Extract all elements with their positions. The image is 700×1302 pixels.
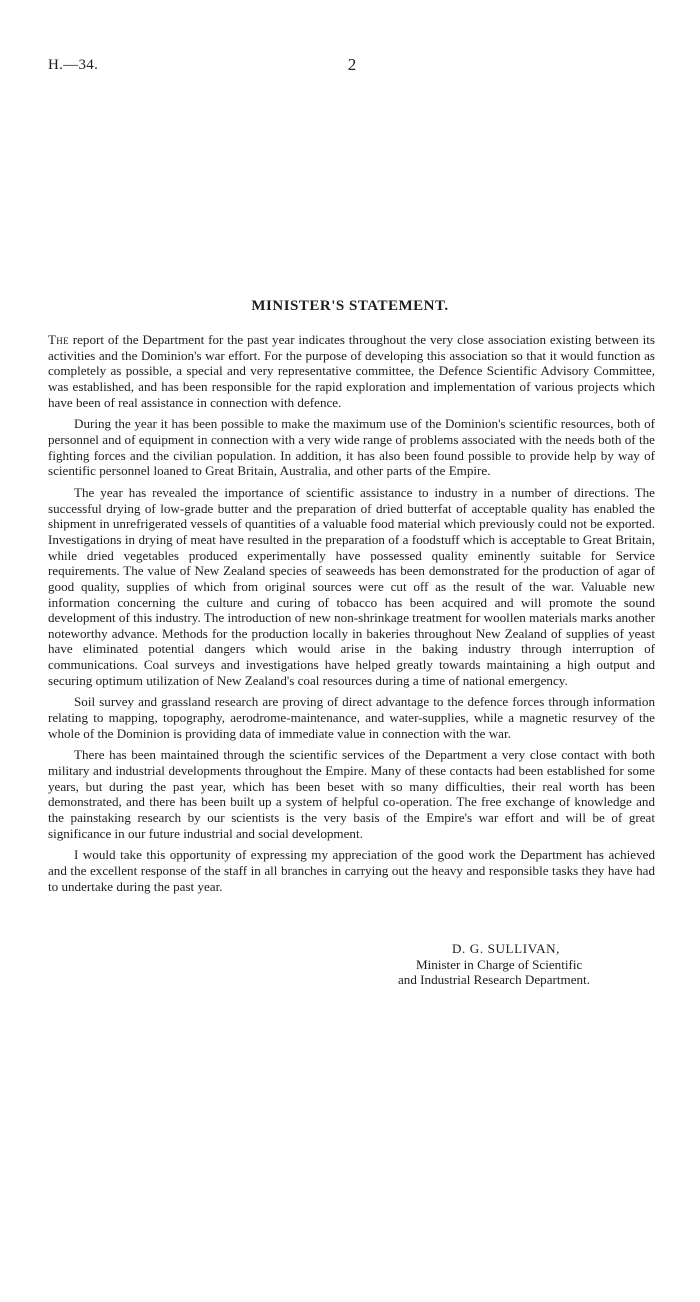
document-reference: H.—34.	[48, 57, 99, 73]
signatory-title-line-2: and Industrial Research Department.	[398, 972, 590, 988]
paragraph-1-lead: The	[48, 332, 69, 347]
paragraph-3: The year has revealed the importance of scientific assistance to industry in a number of directions. The successful drying of low-grade butter and the preparation of dried butterfat of acceptable quality has enabled the shipment in unrefrigerated vessels of quantities of a valuable food material which previously could not be exported. Investigations in drying of meat have resulted in the preparation of a foodstuff which is acceptable to Great Britain, while dried vegetables produced experimentally have possessed quality eminently suitable for Service requirements. The value of New Zealand species of seaweeds has been demonstrated for the production of agar of good quality, supplies of which from original sources were cut off as the result of the war. Valuable new information concerning the culture and curing of tobacco has been acquired and will promote the sound development of this industry. The introduction of new non-shrinkage treatment for woollen materials marks another noteworthy advance. Methods for the production locally in bakeries throughout New Zealand of supplies of yeast have eliminated potential dangers which would arise in the baking industry through interruption of communications. Coal surveys and investigations have helped greatly towards maintaining a high output and securing optimum utilization of New Zealand's coal resources during a time of national emergency.	[48, 484, 655, 688]
signatory-title-line-1: Minister in Charge of Scientific	[416, 956, 583, 972]
paragraph-6: I would take this opportunity of expressing my appreciation of the good work the Department has achieved and the excellent response of the staff in all branches in carrying out the heavy and responsible tasks they have had to undertake during the past year.	[48, 847, 655, 894]
statement-body	[48, 332, 655, 900]
paragraph-1-text: report of the Department for the past year indicates throughout the very close association existing between its activities and the Dominion's war effort. For the purpose of developing this association so that it would function as completely as possible, a special and very representative committee, the Defence Scientific Advisory Committee, was established, and has been responsible for the rapid exploration and implementation of various projects which have been of real assistance in connection with defence.	[48, 332, 655, 410]
page-number: 2	[347, 55, 357, 74]
signature-block	[380, 941, 680, 988]
paragraph-2: During the year it has been possible to make the maximum use of the Dominion's scientific resources, both of personnel and of equipment in connection with a very wide range of problems associated with the needs both of the fighting forces and the civilian population. In addition, it has also been found possible to provide help by way of scientific personnel loaned to Great Britain, Australia, and other parts of the Empire.	[48, 416, 655, 479]
paragraph-5: There has been maintained through the scientific services of the Department a very close contact with both military and industrial developments throughout the Empire. Many of these contacts had been established for some years, but during the past year, which has been beset with so many difficulties, their real worth has been demonstrated, and there has been built up a system of helpful co-operation. The free exchange of knowledge and the painstaking research by our scientists is the very basis of the Empire's war effort and will be of great significance in our future industrial and social development.	[48, 747, 655, 841]
page-title: MINISTER'S STATEMENT.	[251, 298, 449, 314]
paragraph-1	[48, 332, 655, 410]
signatory-name: D. G. SULLIVAN,	[452, 941, 561, 956]
paragraph-4: Soil survey and grassland research are proving of direct advantage to the defence forces through information relating to mapping, topography, aerodrome-maintenance, and water-supplies, while a magnetic resurvey of the whole of the Dominion is providing data of immediate value in connection with the war.	[48, 694, 655, 741]
